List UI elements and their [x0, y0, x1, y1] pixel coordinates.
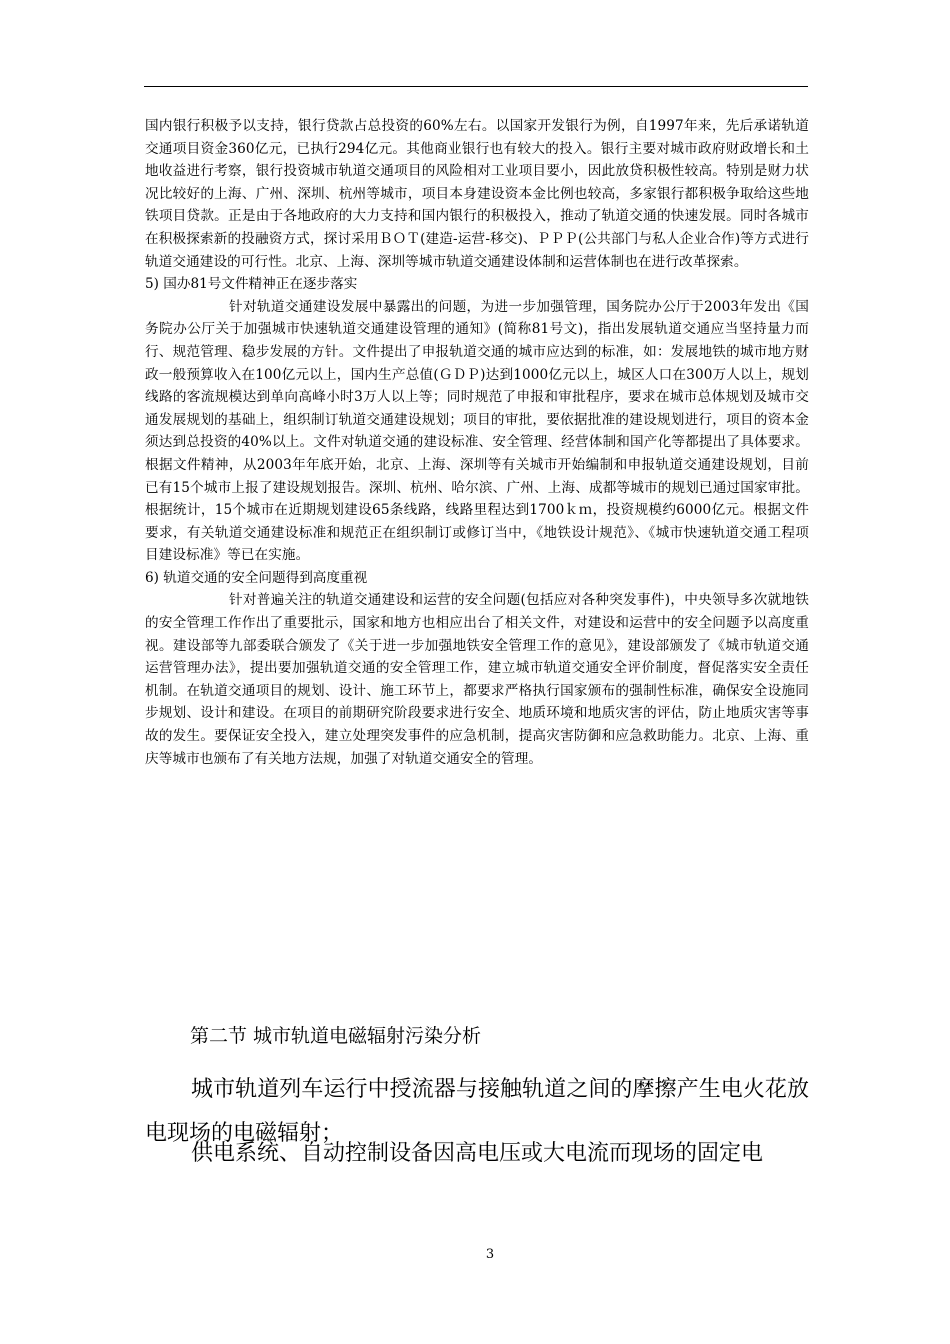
page-number: 3 [485, 1247, 495, 1262]
paragraph-document-81: 针对轨道交通建设发展中暴露出的问题，为进一步加强管理，国务院办公厅于2003年发出《国务院办公厅关于加强城市快速轨道交通建设管理的通知》(简称81号文)，指出发展轨道交通应当坚持量力而行、规范管理、稳步发展的方针。文件提出了申报轨道交通的城市应达到的标准，如：发展地铁的城市地方财政一般预算收入在100亿元以上，国内生产总值(ＧＤＰ)达到1000亿元以上，城区人口在300万人以上，规划线路的客流规模达到单向高峰小时3万人以上等；同时规范了申报和审批程序，要求在城市总体规划及城市交通发展规划的基础上，组织制订轨道交通建设规划；项目的审批，要依据批准的建设规划进行，项目的资本金须达到总投资的40%以上。文件对轨道交通的建设标准、安全管理、经营体制和国产化等都提出了具体要求。根据文件精神，从2003年年底开始，北京、上海、深圳等有关城市开始编制和申报轨道交通建设规划，目前已有15个城市上报了建设规划报告。深圳、杭州、哈尔滨、广州、上海、成都等城市的规划已通过国家审批。根据统计，15个城市在近期规划建设65条线路，线路里程达到1700ｋｍ，投资规模约6000亿元。根据文件要求，有关轨道交通建设标准和规范正在组织制订或修订当中，《地铁设计规范》、《城市快速轨道交通工程项目建设标准》等已在实施。 [145, 298, 809, 564]
section-title: 第二节 城市轨道电磁辐射污染分析 [190, 1025, 482, 1047]
paragraph-safety: 针对普遍关注的轨道交通建设和运营的安全问题(包括应对各种突发事件)，中央领导多次就地铁的安全管理工作作出了重要批示，国家和地方也相应出台了相关文件，对建设和运营中的安全问题予以高度重视。建设部等九部委联合颁发了《关于进一步加强地铁安全管理工作的意见》，建设部颁发了《城市轨道交通运营管理办法》，提出要加强轨道交通的安全管理工作，建立城市轨道交通安全评价制度，督促落实安全责任机制。在轨道交通项目的规划、设计、施工环节上，都要求严格执行国家颁布的强制性标准，确保安全设施同步规划、设计和建设。在项目的前期研究阶段要求进行安全、地质环境和地质灾害的评估，防止地质灾害等事故的发生。要保证安全投入，建立处理突发事件的应急机制，提高灾害防御和应急救助能力。北京、上海、重庆等城市也颁布了有关地方法规，加强了对轨道交通安全的管理。 [145, 592, 809, 767]
paragraph-bank-loans: 国内银行积极予以支持，银行贷款占总投资的60%左右。以国家开发银行为例，自1997年来，先后承诺轨道交通项目资金360亿元，已执行294亿元。其他商业银行也有较大的投入。银行主要对城市政府财政增长和土地收益进行考察，银行投资城市轨道交通项目的风险相对工业项目要小，因此放贷积极性较高。特别是财力状况比较好的上海、广州、深圳、杭州等城市，项目本身建设资本金比例也较高，多家银行都积极争取给这些地铁项目贷款。正是由于各地政府的大力支持和国内银行的积极投入，推动了轨道交通的快速发展。同时各城市在积极探索新的投融资方式，探讨采用ＢＯＴ(建造-运营-移交)、ＰＰＰ(公共部门与私人企业合作)等方式进行轨道交通建设的可行性。北京、上海、深圳等城市轨道交通建设体制和运营体制也在进行改革探索。 [145, 118, 809, 270]
section-paragraph-1: 城市轨道列车运行中授流器与接触轨道之间的摩擦产生电火花放电现场的电磁辐射； [145, 1077, 809, 1146]
document-body [145, 115, 809, 770]
list-item-6: 6) 轨道交通的安全问题得到高度重视 [145, 569, 368, 586]
header-rule [144, 86, 808, 87]
section-paragraph-2: 供电系统、自动控制设备因高电压或大电流而现场的固定电 [191, 1141, 764, 1166]
list-item-5: 5) 国办81号文件精神正在逐步落实 [145, 276, 358, 293]
